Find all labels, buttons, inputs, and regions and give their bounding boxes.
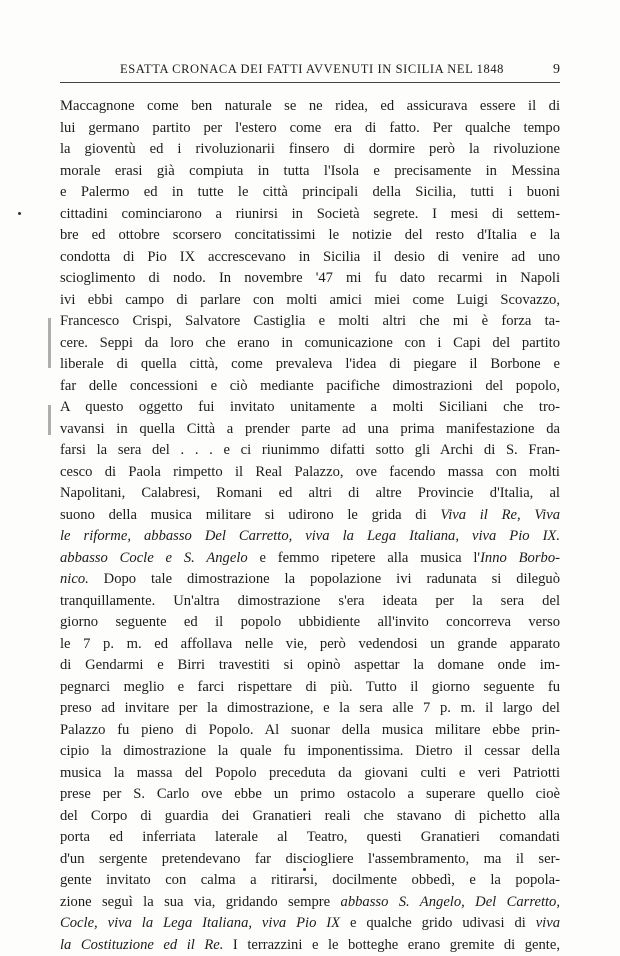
text-segment: suono della musica militare si udirono le grida di <box>60 507 440 523</box>
text-line <box>60 96 560 118</box>
italic-text-segment: le riforme, abbasso Del Carretto, viva la Lega Italiana, viva Pio IX. <box>60 528 560 544</box>
text-line <box>60 354 560 376</box>
text-line <box>60 741 560 763</box>
text-segment: cittadini cominciarono a riunirsi in Società segrete. I mesi di settem- <box>60 206 560 222</box>
header-rule <box>60 82 560 83</box>
text-segment: vavansi in quella Città a prender parte ad una prima manifestazione da <box>60 421 560 437</box>
text-segment: cesco di Paola rimpetto il Real Palazzo, ove facendo massa con molti <box>60 464 560 480</box>
text-segment: del Corpo di guardia dei Granatieri reali che stavano di pichetto alla <box>60 808 560 824</box>
italic-text-segment: la Costituzione ed il Re. <box>60 937 223 953</box>
text-segment: preso ad invitare per la dimostrazione, e la sera alle 7 p. m. il largo del <box>60 700 560 716</box>
text-segment: morale erasi già compiuta in tutta l'Isola e precisamente in Messina <box>60 163 560 179</box>
text-line <box>60 870 560 892</box>
text-line <box>60 419 560 441</box>
text-line <box>60 161 560 183</box>
text-segment: tranquillamente. Un'altra dimostrazione s'era ideata per la sera del <box>60 593 560 609</box>
running-header <box>60 62 560 80</box>
text-segment: ivi ebbi campo di parlare con molti amici miei come Luigi Scovazzo, <box>60 292 560 308</box>
text-segment: prese per S. Carlo ove ebbe un primo ostacolo a superare quello cioè <box>60 786 560 802</box>
text-segment: lui germano partito per l'estero come era di fatto. Per qualche tempo <box>60 120 560 136</box>
text-line <box>60 677 560 699</box>
text-line <box>60 483 560 505</box>
text-line <box>60 612 560 634</box>
text-line <box>60 505 560 527</box>
text-segment: I terrazzini e le botteghe erano gremite di gente, <box>223 937 560 953</box>
text-line <box>60 290 560 312</box>
text-line <box>60 913 560 935</box>
text-segment: Dopo tale dimostrazione la popolazione ivi radunata si dileguò <box>89 571 560 587</box>
running-title: ESATTA CRONACA DEI FATTI AVVENUTI IN SICILIA NEL 1848 <box>120 62 504 77</box>
text-line <box>60 634 560 656</box>
text-segment: zione seguì la sua via, gridando sempre <box>60 894 341 910</box>
text-segment: la gioventù ed i rivoluzionarii finsero di dormire però la rivoluzione <box>60 141 560 157</box>
text-segment: Palazzo fu pieno di Popolo. Al suonar della musica militare ebbe prin- <box>60 722 560 738</box>
text-line <box>60 827 560 849</box>
margin-dot-mark <box>18 212 21 215</box>
text-segment: scioglimento di nodo. In novembre '47 mi fu dato recarmi in Napoli <box>60 270 560 286</box>
bottom-dot-mark <box>303 868 306 871</box>
text-line <box>60 268 560 290</box>
text-line <box>60 139 560 161</box>
body-text <box>60 96 560 956</box>
text-line <box>60 698 560 720</box>
text-segment: d'un sergente pretendevano far disciogliere l'assembramento, ma il ser- <box>60 851 560 867</box>
text-line <box>60 526 560 548</box>
text-line <box>60 462 560 484</box>
margin-line-mark <box>48 318 51 368</box>
text-line <box>60 806 560 828</box>
page-number: 9 <box>553 62 560 78</box>
text-line <box>60 591 560 613</box>
text-segment: condotta di Pio IX accrescevano in Sicilia il desio di venire ad uno <box>60 249 560 265</box>
text-segment: le 7 p. m. ed affollava nelle vie, però vedendosi un grande apparato <box>60 636 560 652</box>
text-line <box>60 892 560 914</box>
text-segment: e Palermo ed in tutte le città principali della Sicilia, tutti i buoni <box>60 184 560 200</box>
text-segment: farsi la sera del . . . e ci riunimmo difatti sotto gli Archi di S. Fran- <box>60 442 560 458</box>
italic-text-segment: Viva il Re, Viva <box>440 507 560 523</box>
text-line <box>60 440 560 462</box>
margin-line-mark <box>48 405 51 435</box>
text-segment: musica la massa del Popolo preceduta da giovani culti e veri Patriotti <box>60 765 560 781</box>
text-segment: Maccagnone come ben naturale se ne ridea, ed assicurava essere il di <box>60 98 560 114</box>
text-segment: cipio la dimostrazione la quale fu imponentissima. Dietro il cessar della <box>60 743 560 759</box>
text-line <box>60 225 560 247</box>
text-line <box>60 849 560 871</box>
italic-text-segment: abbasso S. Angelo, Del Carretto, <box>341 894 560 910</box>
italic-text-segment: abbasso Cocle e S. Angelo <box>60 550 248 566</box>
text-segment: A questo oggetto fui invitato unitamente a molti Siciliani che tro- <box>60 399 560 415</box>
text-segment: porta ed inferriata laterale al Teatro, questi Granatieri comandati <box>60 829 560 845</box>
text-line <box>60 247 560 269</box>
text-line <box>60 569 560 591</box>
text-segment: e qualche grido udivasi di <box>340 915 536 931</box>
text-segment: Francesco Crispi, Salvatore Castiglia e molti altri che mi è forza ta- <box>60 313 560 329</box>
text-line <box>60 311 560 333</box>
text-segment: pegnarci meglio e farci rispettare di più. Tutto il giorno seguente fu <box>60 679 560 695</box>
text-segment: liberale di quella città, come prevaleva l'idea di piegare il Borbone e <box>60 356 560 372</box>
text-segment: cere. Seppi da loro che erano in comunicazione con i Capi del partito <box>60 335 560 351</box>
text-line <box>60 118 560 140</box>
text-line <box>60 784 560 806</box>
text-line <box>60 935 560 956</box>
italic-text-segment: viva <box>536 915 560 931</box>
italic-text-segment: Cocle, viva la Lega Italiana, viva Pio IX <box>60 915 340 931</box>
text-line <box>60 763 560 785</box>
text-segment: far delle concessioni e ciò mediante pacifiche dimostrazioni del popolo, <box>60 378 560 394</box>
text-segment: e femmo ripetere alla musica l' <box>248 550 480 566</box>
text-segment: di Gendarmi e Birri travestiti si opinò aspettar la domane onde im- <box>60 657 560 673</box>
text-segment: bre ed ottobre scorsero concitatissimi le notizie del resto d'Italia e la <box>60 227 560 243</box>
text-line <box>60 376 560 398</box>
text-line <box>60 548 560 570</box>
text-line <box>60 333 560 355</box>
text-line <box>60 204 560 226</box>
italic-text-segment: nico. <box>60 571 89 587</box>
italic-text-segment: Inno Borbo- <box>480 550 560 566</box>
text-segment: Napolitani, Calabresi, Romani ed altri di altre Provincie d'Italia, al <box>60 485 560 501</box>
text-segment: giorno seguente ed il popolo ubbidiente all'invito concorreva verso <box>60 614 560 630</box>
text-line <box>60 397 560 419</box>
text-line <box>60 655 560 677</box>
text-segment: gente invitato con calma a ritirarsi, docilmente obbedì, e la popola- <box>60 872 560 888</box>
text-line <box>60 720 560 742</box>
text-line <box>60 182 560 204</box>
